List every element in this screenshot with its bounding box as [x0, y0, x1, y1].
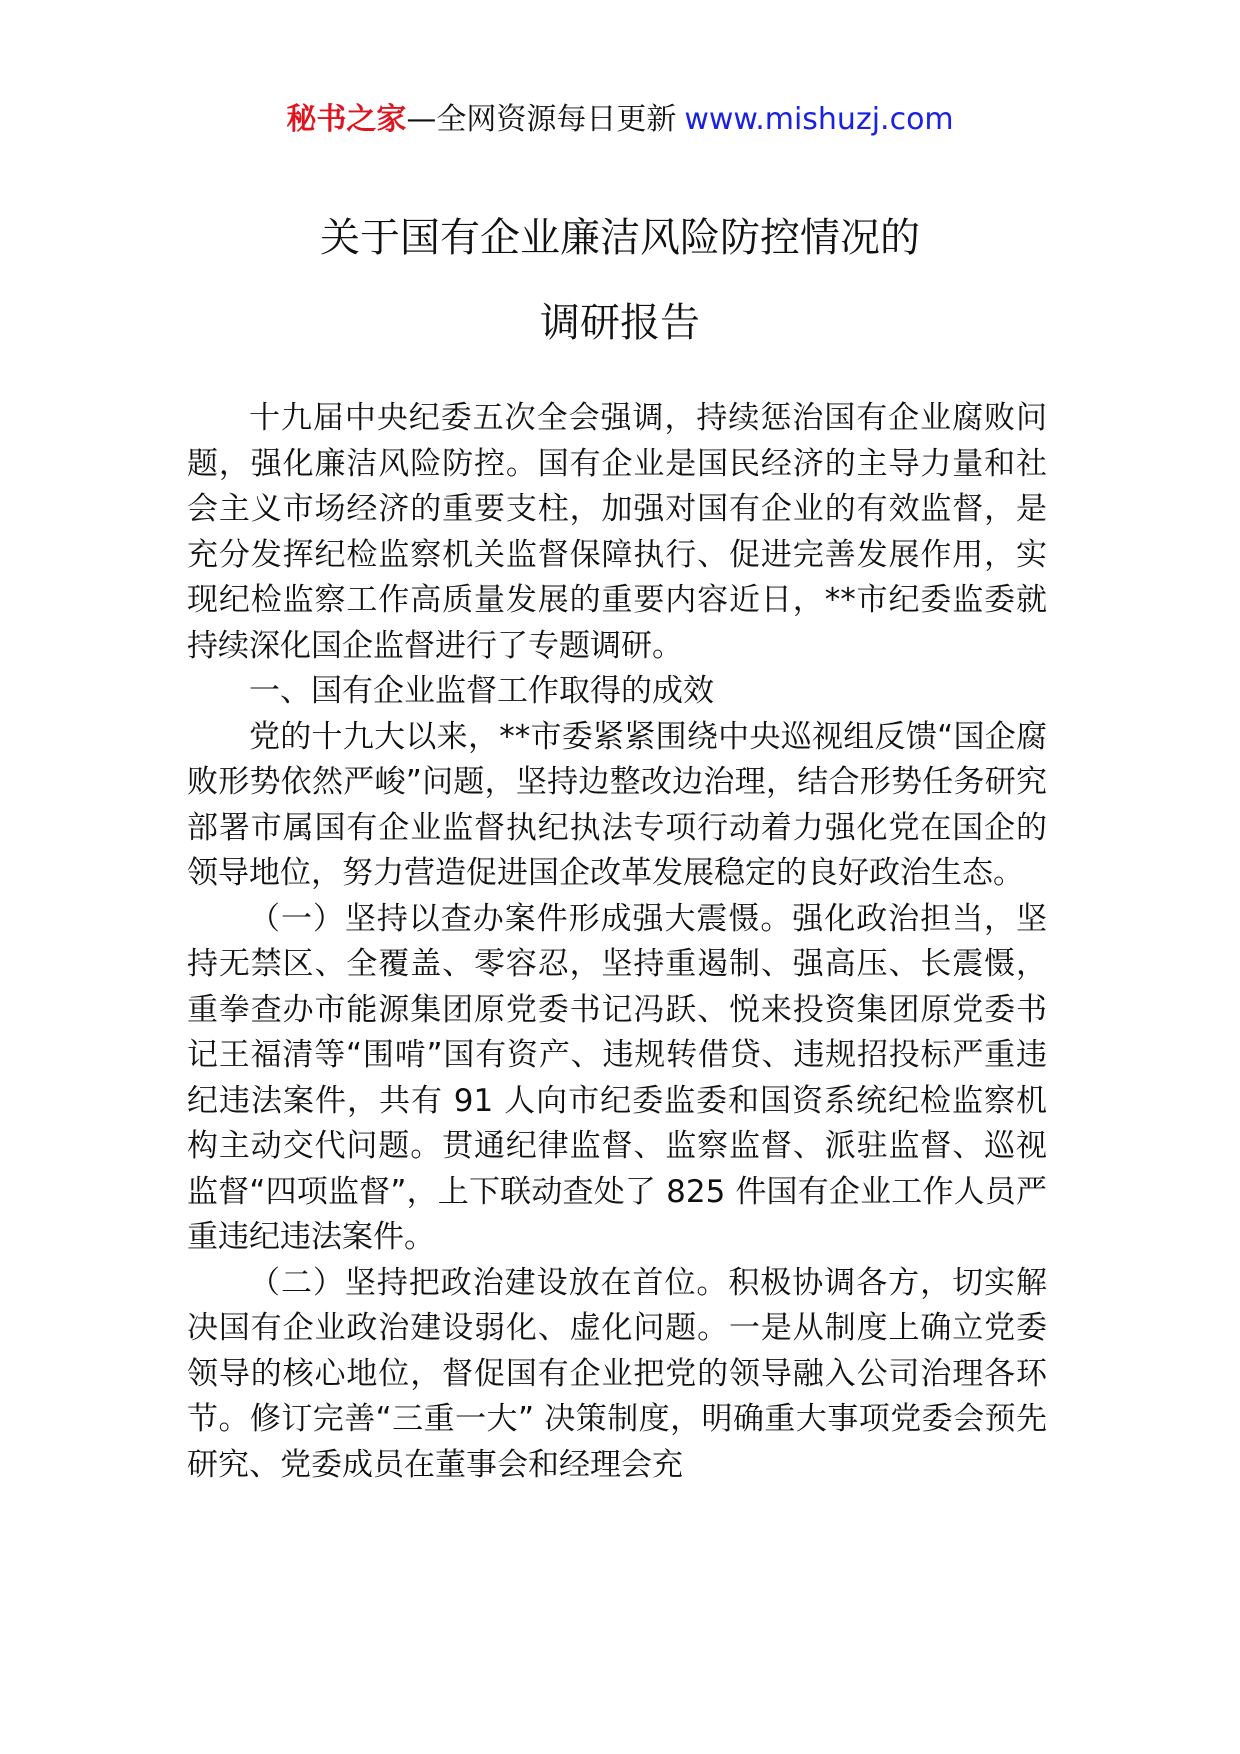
document-title-line-2: 调研报告 — [540, 300, 700, 346]
paragraph-intro: 十九届中央纪委五次全会强调，持续惩治国有企业腐败问题，强化廉洁风险防控。国有企业是国民经济的主导力量和社会主义市场经济的重要支柱，加强对国有企业的有效监督，是充分发挥纪检监察机关监督保障执行、促进完善发展作用，实现纪检监察工作高质量发展的重要内容近日，**市纪委监委就持续深化国企监督进行了专题调研。 — [187, 400, 1047, 664]
paragraph-item-2: （二）坚持把政治建设放在首位。积极协调各方，切实解决国有企业政治建设弱化、虚化问题。一是从制度上确立党委领导的核心地位，督促国有企业把党的领导融入公司治理各环节。修订完善“三重一大” 决策制度，明确重大事项党委会预先研究、党委成员在董事会和经理会充 — [187, 1264, 1047, 1483]
section-heading-1: 一、国有企业监督工作取得的成效 — [249, 673, 714, 709]
site-header — [0, 100, 1240, 140]
paragraph-achievements: 党的十九大以来，**市委紧紧围绕中央巡视组反馈“国企腐败形势依然严峻”问题，坚持边整改边治理，结合形势任务研究部署市属国有企业监督执纪执法专项行动着力强化党在国企的领导地位，努力营造促进国企改革发展稳定的良好政治生态。 — [187, 718, 1047, 891]
paragraph-item-1: （一）坚持以查办案件形成强大震慑。强化政治担当，坚持无禁区、全覆盖、零容忍，坚持重遏制、强高压、长震慑，重拳查办市能源集团原党委书记冯跃、悦来投资集团原党委书记王福清等“围啃”国有资产、违规转借贷、违规招投标严重违纪违法案件，共有 91 人向市纪委监委和国资系统纪检监察机构主动交代问题。贯通纪律监督、监察监督、派驻监督、巡视监督“四项监督”，上下联动查处了 825 件国有企业工作人员严重违纪违法案件。 — [187, 900, 1047, 1255]
document-title-line-1: 关于国有企业廉洁风险防控情况的 — [320, 215, 920, 261]
site-slogan: —全网资源每日更新 — [406, 102, 677, 137]
site-brand: 秘书之家 — [286, 102, 407, 137]
document-body — [187, 396, 1047, 1488]
site-url-link[interactable]: www.mishuzj.com — [684, 102, 954, 137]
